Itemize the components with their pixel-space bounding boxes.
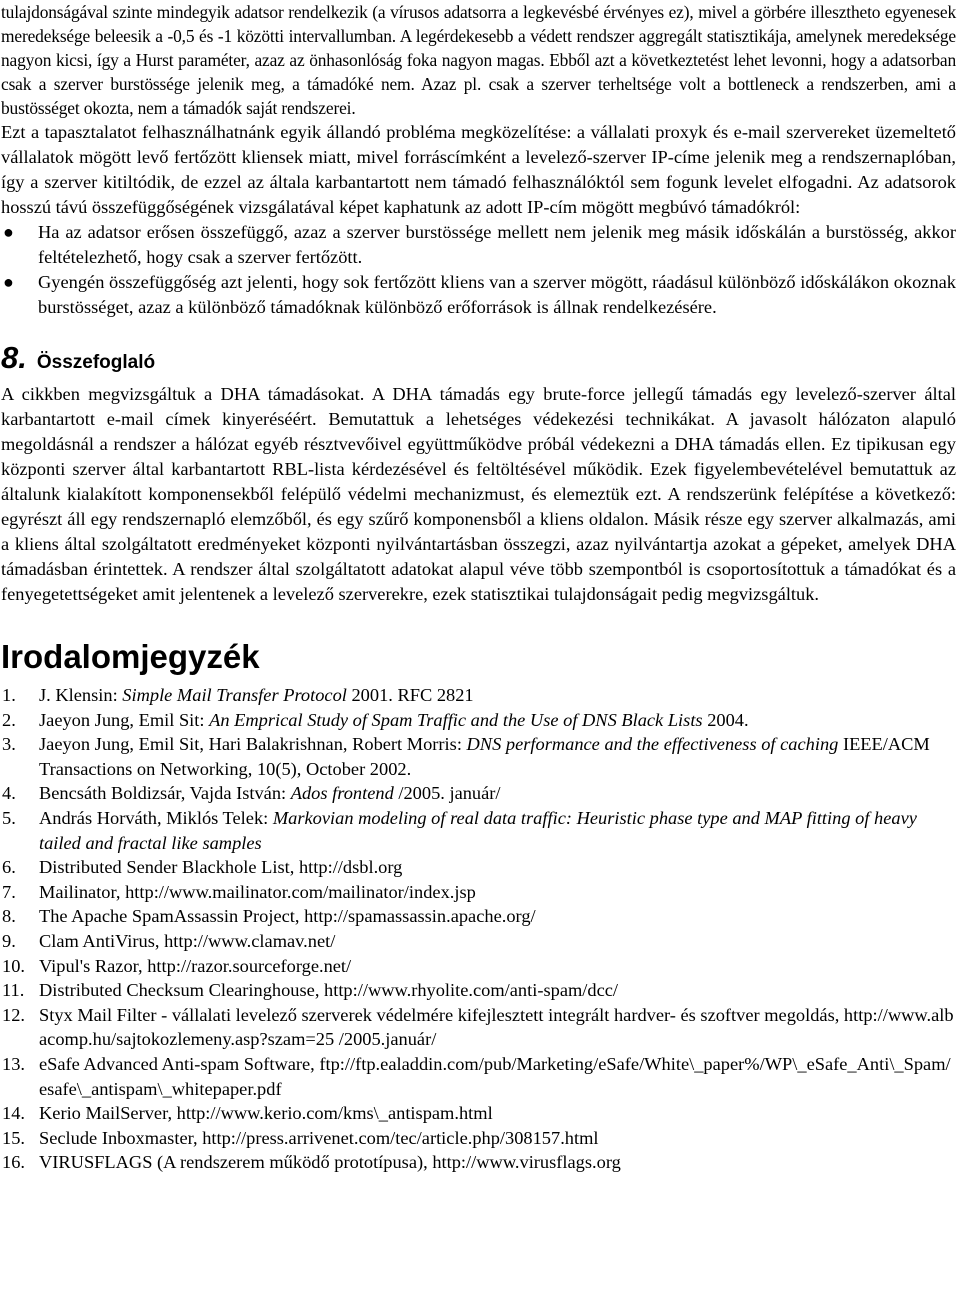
bullet-text: Ha az adatsor erősen összefüggő, azaz a szerver burstössége mellett nem jelenik meg másik időskálán a burstösség, akkor feltételezhető, hogy csak a szerver fertőzött. [38, 222, 956, 267]
reference-text: Bencsáth Boldizsár, Vajda István: [39, 783, 291, 804]
section-number: 8. [1, 340, 27, 375]
reference-number: 12. [2, 1004, 25, 1025]
reference-title: DNS performance and the effectiveness of caching [466, 734, 839, 755]
reference-text: The Apache SpamAssassin Project, http://spamassassin.apache.org/ [39, 906, 536, 927]
reference-number: 10. [2, 955, 25, 976]
reference-number: 2. [2, 709, 16, 730]
section-heading [1, 340, 956, 376]
reference-text: András Horváth, Miklós Telek: [39, 807, 273, 828]
reference-text: Vipul's Razor, http://razor.sourceforge.net/ [39, 955, 352, 976]
reference-title: Markovian modeling of real data traffic: Heuristic phase type and MAP fitting of heavy tailed and fractal like samples [39, 807, 917, 853]
reference-text: Clam AntiVirus, http://www.clamav.net/ [39, 930, 336, 951]
reference-text: Distributed Checksum Clearinghouse, http://www.rhyolite.com/anti-spam/dcc/ [39, 980, 619, 1001]
reference-item [1, 1126, 956, 1151]
reference-text: Kerio MailServer, http://www.kerio.com/kms\_antispam.html [39, 1103, 493, 1124]
bullet-dot-icon: ● [3, 222, 14, 242]
reference-item [1, 1003, 956, 1052]
reference-item [1, 708, 956, 733]
reference-item [1, 781, 956, 806]
reference-source: /2005. január/ [393, 783, 501, 804]
reference-number: 8. [2, 906, 16, 927]
body-paragraph-proxy-problem: Ezt a tapasztalatot felhasználhatnánk egyik állandó probléma megközelítése: a vállalati proxyk és e-mail szervereket üzemeltető vállalatok mögött levő fertőzött kliensek miatt, mivel forráscímként a levelező-szerver IP-címe jelenik meg a rendszernaplóban, így a szerver kitiltódik, de ezzel az általa karbantartott nem támadó felhasználóktól sem fogunk levelet elfogadni. Az adatsorok hosszú távú összefüggőségének vizsgálatával képet kaphatunk az adott IP-cím mögött megbúvó támadókról: [1, 122, 956, 217]
body-paragraph-hurst: tulajdonságával szinte mindegyik adatsor rendelkezik (a vírusos adatsorra a legkevésbé érvényes ez), mivel a görbére illesztheto egyenesek meredeksége beleesik a -0,5 és -1 közötti intervallumban. A legérdekesebb a védett rendszer aggregált statisztikája, amelynek meredeksége nagyon kicsi, így a Hurst paraméter, azaz az önhasonlóság foka nagyon magas. Ebből azt a következtetést lehet levonni, hogy a adatsorban csak a szerver burstössége jelenik meg, a támadóké nem. Azaz pl. csak a szerver terheltsége volt a bottleneck a rendszerben, ami a bustösséget okozta, nem a támadók saját rendszerei. [1, 2, 956, 118]
reference-item [1, 880, 956, 905]
reference-text: J. Klensin: [39, 685, 123, 705]
reference-item [1, 855, 956, 880]
reference-item [1, 929, 956, 954]
reference-number: 4. [2, 783, 16, 804]
summary-paragraph: A cikkben megvizsgáltuk a DHA támadásokat. A DHA támadás egy brute-force jellegű támadás egy levelező-szerver által karbantartott e-mail címek kinyeréséért. Bemutattuk a lehetséges védekezési technikákat. A javasolt hálózaton alapuló megoldásnál a rendszer a hálózat egyéb résztvevőivel együttműködve próbál védekezni a DHA támadás ellen. Ez tipikusan egy központi szerver által karbantartott RBL-lista kérdezésével és feltöltésével működik. Ezek figyelembevételével bemutattuk az általunk kialakított komponensekből felépülő védelmi mechanizmust, és elemeztük ezt. A rendszerünk felépítése a következő: egyrészt áll egy rendszernapló elemzőből, és egy szűrő komponensből a kliens oldalon. Másik része egy szerver alkalmazás, ami a kliens által szolgáltatott eredményeket központi nyilvántartásban összegzi, azaz nyilvántartja azokat a gépeket, amelyek DHA támadásban érintettek. A rendszer által szolgáltatott adatokat alapul véve több szempontból is csoportosítottuk a támadókat és a fenyegetettségeket amit jelentenek a levelező szerverekre, ezek statisztikai tulajdonságait pedig megvizsgáltuk. [1, 384, 956, 604]
reference-source: IEEE/ACM Transactions on Networking, 10(5), October 2002. [39, 734, 930, 779]
reference-title: Ados frontend [290, 783, 394, 804]
reference-number: 6. [2, 857, 16, 878]
reference-title: An Emprical Study of Spam Traffic and the Use of DNS Black Lists [209, 709, 703, 730]
reference-item [1, 1052, 956, 1101]
reference-source: 2001. RFC 2821 [346, 685, 474, 705]
reference-item [1, 978, 956, 1003]
reference-text: eSafe Advanced Anti-spam Software, ftp://ftp.ealaddin.com/pub/Marketing/eSafe/White\_paper%/WP\_eSafe_Anti\_Spam/esafe\_antispam\_whitepaper.pdf [39, 1053, 951, 1099]
reference-text: Mailinator, http://www.mailinator.com/mailinator/index.jsp [39, 881, 476, 902]
reference-number: 3. [2, 734, 16, 755]
bullet-text: Gyengén összefüggőség azt jelenti, hogy sok fertőzött kliens van a szerver mögött, ráadásul különböző időskálákon okoznak burstösséget, azaz a különböző támadóknak különböző erőforrások is állnak rendelkezésére. [38, 272, 956, 317]
bullet-list [1, 220, 956, 320]
reference-number: 16. [2, 1152, 25, 1173]
reference-item [1, 732, 956, 781]
reference-text: Distributed Sender Blackhole List, http://dsbl.org [39, 857, 403, 878]
reference-number: 13. [2, 1053, 25, 1074]
reference-text: Jaeyon Jung, Emil Sit: [39, 709, 210, 730]
bullet-item-weak-correlation [1, 270, 956, 320]
reference-text: Styx Mail Filter - vállalati levelező szerverek védelmére kifejlesztett integrált hardver- és szoftver megoldás, http://www.albacomp.hu/sajtokozlemeny.asp?szam=25 /2005.január/ [39, 1004, 954, 1050]
references-heading: Irodalomjegyzék [1, 638, 260, 675]
reference-source: 2004. [702, 709, 749, 730]
reference-text: Jaeyon Jung, Emil Sit, Hari Balakrishnan, Robert Morris: [39, 734, 467, 755]
reference-number: 1. [2, 685, 16, 705]
reference-item [1, 954, 956, 979]
reference-item [1, 904, 956, 929]
reference-number: 5. [2, 807, 16, 828]
bullet-dot-icon: ● [3, 272, 14, 292]
reference-item [1, 806, 956, 855]
section-title: Összefoglaló [36, 352, 156, 373]
reference-item [1, 1101, 956, 1126]
bullet-item-strong-correlation [1, 220, 956, 270]
reference-number: 7. [2, 881, 16, 902]
reference-item [1, 683, 956, 708]
reference-number: 9. [2, 930, 16, 951]
reference-text: Seclude Inboxmaster, http://press.arrivenet.com/tec/article.php/308157.html [39, 1127, 599, 1148]
reference-list [1, 683, 956, 1175]
reference-item [1, 1150, 956, 1175]
reference-number: 15. [2, 1127, 25, 1148]
reference-text: VIRUSFLAGS (A rendszerem működő prototípusa), http://www.virusflags.org [39, 1152, 621, 1173]
reference-number: 11. [2, 980, 25, 1001]
reference-number: 14. [2, 1103, 25, 1124]
reference-title: Simple Mail Transfer Protocol [122, 685, 347, 705]
